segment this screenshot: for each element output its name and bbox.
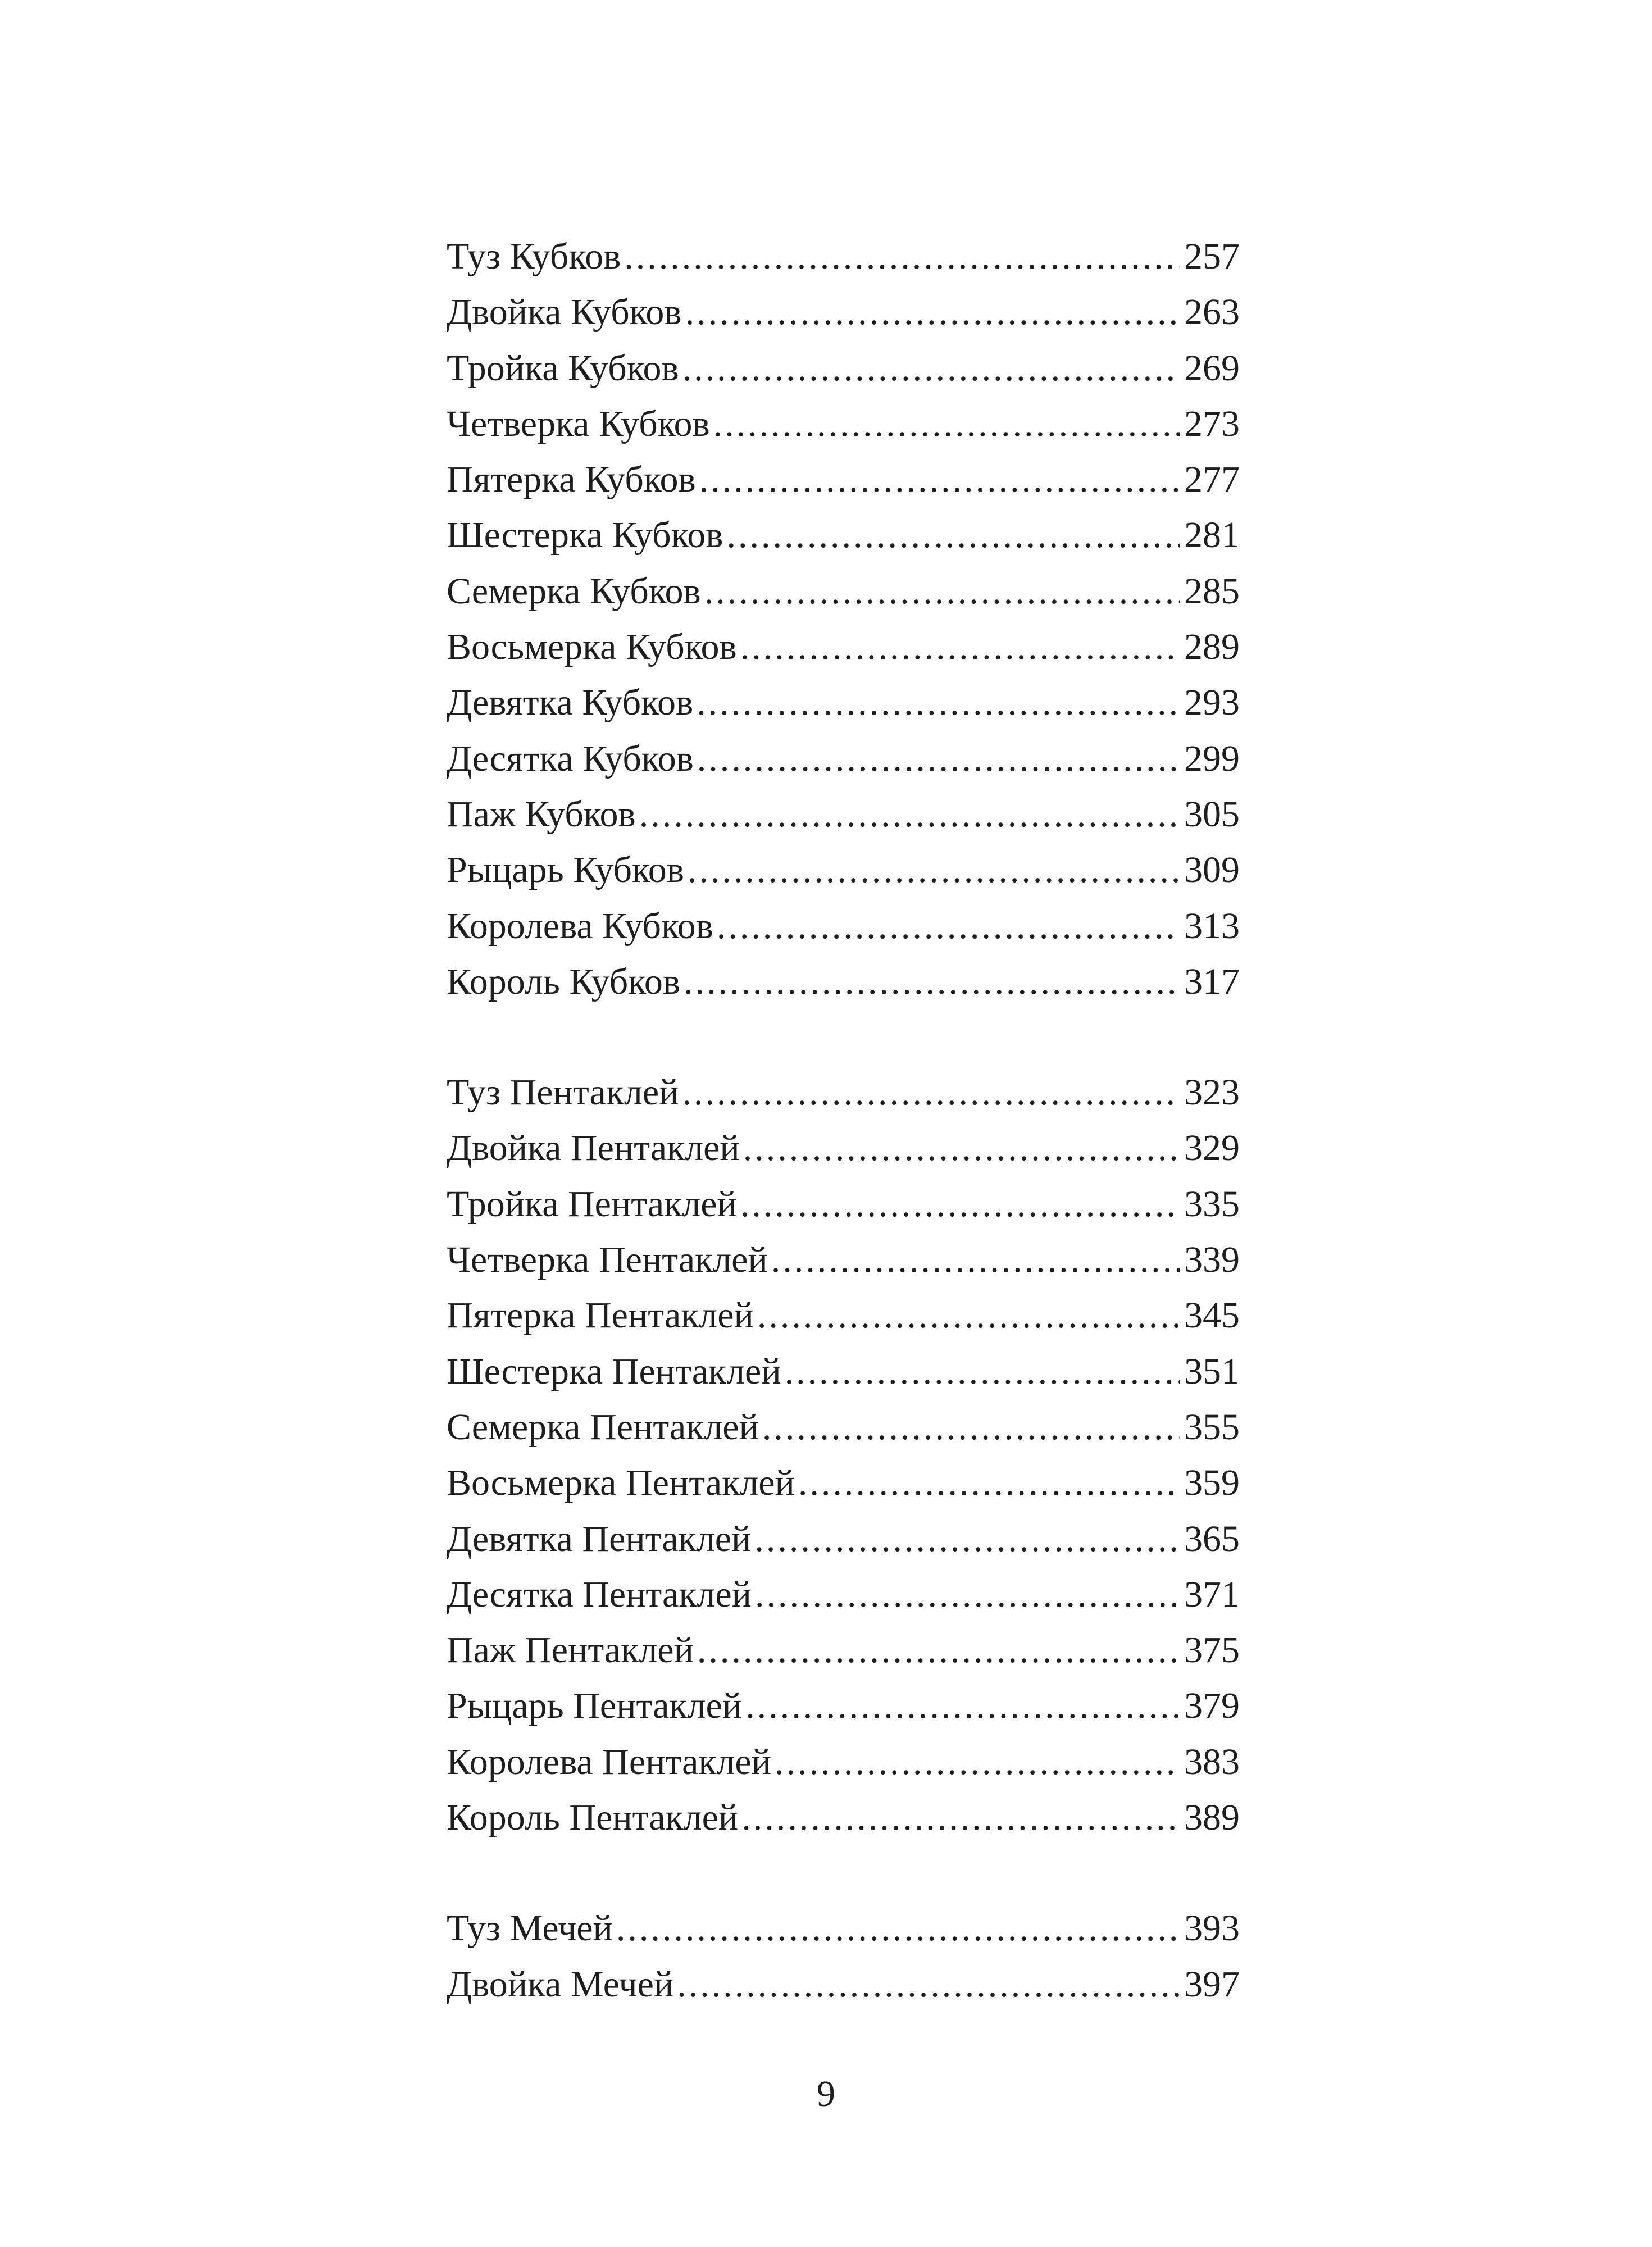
toc-entry-page: 355 — [1184, 1406, 1240, 1448]
toc-entry-page: 277 — [1184, 459, 1240, 501]
toc-entry-title: Пятерка Кубков — [447, 459, 696, 501]
dot-leader — [713, 396, 1180, 452]
dot-leader — [682, 340, 1180, 396]
toc-entry-title: Туз Мечей — [447, 1908, 613, 1949]
toc-section — [447, 1900, 1240, 2012]
toc-entry-page: 285 — [1184, 570, 1240, 612]
toc-entry — [447, 1622, 1240, 1678]
dot-leader — [616, 1900, 1180, 1956]
toc-entry-title: Туз Кубков — [447, 236, 621, 277]
toc-entry-title: Восьмерка Пентаклей — [447, 1462, 795, 1504]
toc-entry-page: 351 — [1184, 1350, 1240, 1392]
dot-leader — [688, 842, 1180, 898]
toc-entry — [447, 1176, 1240, 1232]
dot-leader — [741, 1790, 1180, 1845]
toc-entry-page: 365 — [1184, 1518, 1240, 1559]
dot-leader — [685, 284, 1180, 340]
toc-entry-page: 389 — [1184, 1797, 1240, 1839]
toc-entry-page: 257 — [1184, 236, 1240, 277]
toc-entry-page: 313 — [1184, 905, 1240, 947]
dot-leader — [743, 1120, 1180, 1176]
toc-entry — [447, 1120, 1240, 1176]
toc-entry — [447, 1790, 1240, 1845]
toc-entry-page: 383 — [1184, 1741, 1240, 1782]
toc-entry-page: 339 — [1184, 1239, 1240, 1281]
toc-entry-title: Девятка Кубков — [447, 682, 694, 724]
toc-entry — [447, 954, 1240, 1009]
dot-leader — [775, 1734, 1180, 1790]
toc-entry — [447, 786, 1240, 842]
dot-leader — [624, 229, 1180, 284]
toc-entry-page: 393 — [1184, 1908, 1240, 1949]
toc-entry-title: Тройка Пентаклей — [447, 1183, 737, 1225]
toc-entry-title: Семерка Пентаклей — [447, 1406, 759, 1448]
toc-entry-page: 375 — [1184, 1630, 1240, 1671]
dot-leader — [740, 619, 1180, 675]
toc-entry-title: Восьмерка Кубков — [447, 626, 737, 668]
toc-entry — [447, 229, 1240, 284]
toc-entry-title: Двойка Пентаклей — [447, 1127, 740, 1169]
dot-leader — [755, 1567, 1180, 1622]
toc-entry — [447, 563, 1240, 619]
toc-entry-page: 289 — [1184, 626, 1240, 668]
dot-leader — [682, 1065, 1180, 1120]
toc-entry-title: Королева Пентаклей — [447, 1741, 772, 1782]
dot-leader — [785, 1344, 1180, 1399]
toc-entry-title: Двойка Кубков — [447, 292, 682, 333]
toc-entry-title: Шестерка Пентаклей — [447, 1350, 781, 1392]
toc-entry-page: 281 — [1184, 515, 1240, 556]
toc-entry-title: Рыцарь Кубков — [447, 849, 684, 891]
toc-entry — [447, 619, 1240, 675]
toc-entry — [447, 452, 1240, 507]
toc-entry-page: 273 — [1184, 403, 1240, 444]
toc-entry-title: Шестерка Кубков — [447, 515, 723, 556]
toc-entry-page: 305 — [1184, 793, 1240, 835]
toc-entry-title: Десятка Кубков — [447, 738, 694, 779]
toc-entry — [447, 898, 1240, 954]
toc-entry-title: Двойка Мечей — [447, 1963, 674, 2005]
page-number: 9 — [817, 2073, 835, 2114]
dot-leader — [717, 898, 1180, 954]
toc-entry — [447, 842, 1240, 898]
toc-entry-page: 269 — [1184, 347, 1240, 389]
toc-entry-page: 309 — [1184, 849, 1240, 891]
dot-leader — [697, 731, 1180, 786]
toc-entry-title: Паж Кубков — [447, 793, 636, 835]
toc-entry — [447, 284, 1240, 340]
toc-entry — [447, 1957, 1240, 2012]
toc-entry — [447, 1344, 1240, 1399]
toc-entry-page: 379 — [1184, 1685, 1240, 1727]
dot-leader — [677, 1957, 1180, 2012]
toc-entry-title: Король Пентаклей — [447, 1797, 739, 1839]
dot-leader — [697, 1622, 1180, 1678]
toc-entry — [447, 396, 1240, 452]
toc-entry-page: 329 — [1184, 1127, 1240, 1169]
dot-leader — [771, 1232, 1180, 1288]
toc-entry-page: 299 — [1184, 738, 1240, 779]
toc-entry — [447, 507, 1240, 563]
toc-entry-title: Королева Кубков — [447, 905, 713, 947]
toc-entry — [447, 1232, 1240, 1288]
dot-leader — [754, 1511, 1180, 1567]
toc-entry — [447, 1900, 1240, 1956]
toc-entry-title: Король Кубков — [447, 961, 681, 1002]
toc-entry — [447, 1399, 1240, 1455]
toc-entry-title: Туз Пентаклей — [447, 1072, 679, 1113]
dot-leader — [697, 675, 1180, 730]
toc-entry-page: 263 — [1184, 292, 1240, 333]
toc-entry-page: 317 — [1184, 961, 1240, 1002]
toc-entry-page: 397 — [1184, 1963, 1240, 2005]
toc-entry-page: 335 — [1184, 1183, 1240, 1225]
dot-leader — [726, 507, 1180, 563]
toc-entry-page: 359 — [1184, 1462, 1240, 1504]
toc-entry — [447, 1065, 1240, 1120]
dot-leader — [684, 954, 1180, 1009]
toc-entry — [447, 1678, 1240, 1734]
toc-entry — [447, 1455, 1240, 1511]
toc-entry — [447, 340, 1240, 396]
toc-entry-title: Пятерка Пентаклей — [447, 1295, 754, 1336]
dot-leader — [740, 1176, 1180, 1232]
toc-entry-page: 371 — [1184, 1573, 1240, 1615]
toc-entry-title: Четверка Кубков — [447, 403, 710, 444]
toc-entry-title: Семерка Кубков — [447, 570, 701, 612]
dot-leader — [745, 1678, 1180, 1734]
toc-entry-page: 345 — [1184, 1295, 1240, 1336]
toc-entry — [447, 1734, 1240, 1790]
toc-entry-title: Девятка Пентаклей — [447, 1518, 752, 1559]
table-of-contents — [447, 229, 1240, 2012]
toc-entry-page: 323 — [1184, 1072, 1240, 1113]
toc-section — [447, 229, 1240, 1009]
dot-leader — [639, 786, 1180, 842]
dot-leader — [798, 1455, 1180, 1511]
dot-leader — [762, 1399, 1180, 1455]
dot-leader — [757, 1288, 1180, 1343]
toc-entry — [447, 675, 1240, 730]
toc-section — [447, 1065, 1240, 1845]
toc-entry-title: Десятка Пентаклей — [447, 1573, 752, 1615]
toc-entry-title: Рыцарь Пентаклей — [447, 1685, 743, 1727]
toc-entry-title: Тройка Кубков — [447, 347, 679, 389]
dot-leader — [704, 563, 1180, 619]
toc-entry-title: Четверка Пентаклей — [447, 1239, 768, 1281]
toc-entry — [447, 1567, 1240, 1622]
toc-entry — [447, 731, 1240, 786]
toc-entry — [447, 1288, 1240, 1343]
dot-leader — [699, 452, 1180, 507]
toc-entry-title: Паж Пентаклей — [447, 1630, 694, 1671]
toc-entry — [447, 1511, 1240, 1567]
toc-entry-page: 293 — [1184, 682, 1240, 724]
